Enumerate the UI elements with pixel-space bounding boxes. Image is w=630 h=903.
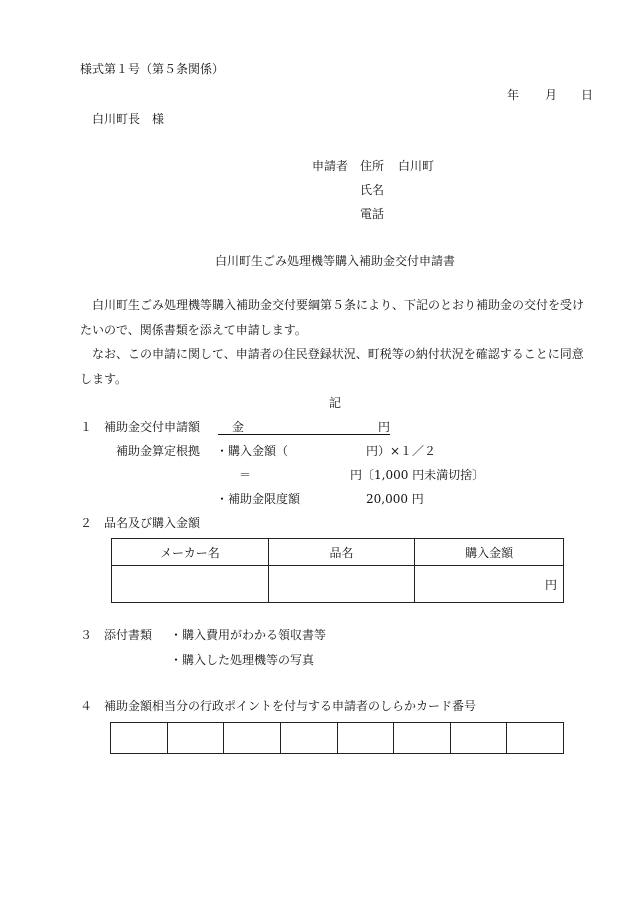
amount-unit: 円 xyxy=(544,577,557,592)
section-1-number: １ xyxy=(80,420,93,434)
addressee: 白川町長 様 xyxy=(92,112,165,126)
limit-value: 20,000 円 xyxy=(366,492,424,506)
section-2-number: ２ xyxy=(80,516,93,530)
equals-sign: ＝ xyxy=(239,468,252,482)
card-digit-box[interactable] xyxy=(167,723,224,754)
purchase-amount-input-cell[interactable] xyxy=(415,566,564,603)
address-label: 住所 xyxy=(360,159,385,173)
phone-label: 電話 xyxy=(360,207,385,221)
card-digit-box[interactable] xyxy=(337,723,394,754)
amount-suffix: 円 xyxy=(378,420,391,434)
name-label: 氏名 xyxy=(360,183,385,197)
product-table xyxy=(111,538,564,603)
card-digit-box[interactable] xyxy=(111,723,168,754)
section-4-label: 補助金額相当分の行政ポイントを付与する申請者のしらかカード番号 xyxy=(104,699,477,713)
card-digit-box[interactable] xyxy=(280,723,337,754)
applicant-role-label: 申請者 xyxy=(312,159,349,173)
product-name-input-cell[interactable] xyxy=(268,566,415,603)
purchase-amount-suffix: 円）×１／２ xyxy=(366,444,437,458)
body-paragraph-2-line-1: なお、この申請に関して、申請者の住民登録状況、町税等の納付状況を確認することに同意 xyxy=(92,347,584,361)
section-2-label: 品名及び購入金額 xyxy=(104,516,201,530)
date-day-label: 日 xyxy=(581,88,594,102)
maker-input-cell[interactable] xyxy=(112,566,269,603)
section-3-label: 添付書類 xyxy=(104,628,153,642)
basis-label: 補助金算定根拠 xyxy=(116,444,201,458)
limit-label: ・補助金限度額 xyxy=(216,492,301,506)
amount-prefix: 金 xyxy=(232,420,245,434)
card-digit-box[interactable] xyxy=(224,723,281,754)
card-number-boxes xyxy=(110,722,564,754)
document-title: 白川町生ごみ処理機等購入補助金交付申請書 xyxy=(215,254,456,268)
section-4-number: ４ xyxy=(80,699,93,713)
header-maker: メーカー名 xyxy=(112,539,269,566)
date-month-label: 月 xyxy=(545,88,558,102)
purchase-amount-label: ・購入金額（ xyxy=(216,444,289,458)
section-3-number: ３ xyxy=(80,628,93,642)
section-1-label: 補助金交付申請額 xyxy=(104,420,201,434)
attachment-item-1: ・購入費用がわかる領収書等 xyxy=(170,628,327,642)
amount-underline xyxy=(218,434,390,435)
ki-marker: 記 xyxy=(329,396,342,410)
card-digit-box[interactable] xyxy=(507,723,564,754)
body-paragraph-1-line-1: 白川町生ごみ処理機等購入補助金交付要綱第５条により、下記のとおり補助金の交付を受け xyxy=(92,298,585,312)
attachment-item-2: ・購入した処理機等の写真 xyxy=(170,653,315,667)
form-number: 様式第１号（第５条関係） xyxy=(80,62,225,76)
date-year-label: 年 xyxy=(507,88,520,102)
body-paragraph-2-line-2: します。 xyxy=(80,372,128,386)
result-suffix: 円〔1,000 円未満切捨〕 xyxy=(350,468,485,482)
body-paragraph-1-line-2: たいので、関係書類を添えて申請します。 xyxy=(80,323,307,337)
header-product-name: 品名 xyxy=(268,539,415,566)
card-digit-box[interactable] xyxy=(450,723,507,754)
card-digit-box[interactable] xyxy=(394,723,451,754)
address-value: 白川町 xyxy=(398,159,435,173)
header-purchase-amount: 購入金額 xyxy=(415,539,564,566)
